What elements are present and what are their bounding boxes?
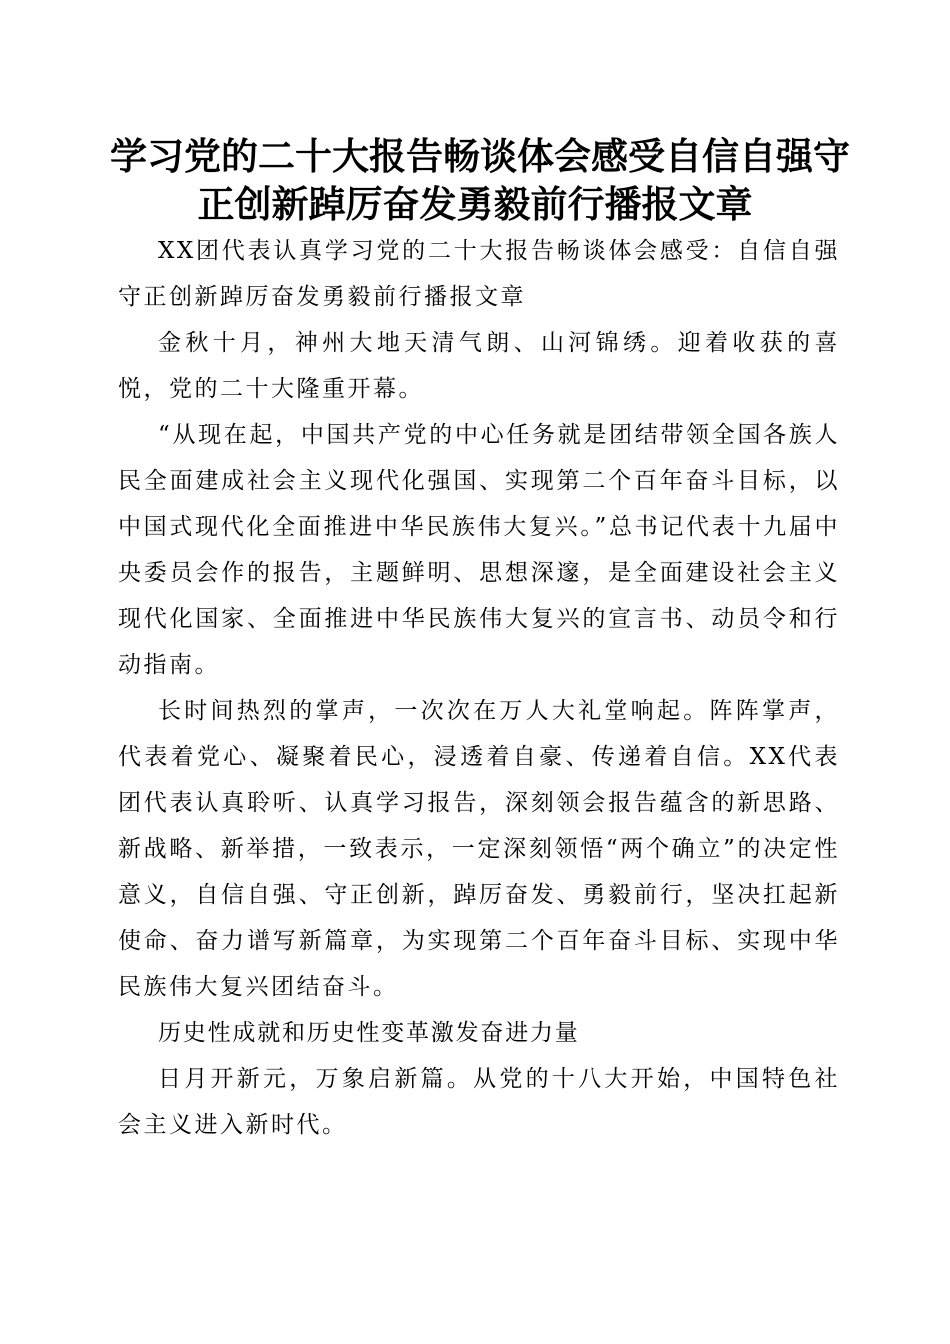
paragraph-intro: XX团代表认真学习党的二十大报告畅谈体会感受：自信自强守正创新踔厉奋发勇毅前行播报文章 <box>118 238 840 310</box>
paragraph-new-era: 日月开新元，万象启新篇。从党的十八大开始，中国特色社会主义进入新时代。 <box>118 1066 840 1138</box>
paragraph-applause: 长时间热烈的掌声，一次次在万人大礼堂响起。阵阵掌声，代表着党心、凝聚着民心，浸透着自豪、传递着自信。XX代表团代表认真聆听、认真学习报告，深刻领会报告蕴含的新思路、新战略、新举措，一致表示，一定深刻领悟“两个确立”的决定性意义，自信自强、守正创新，踔厉奋发、勇毅前行，坚决扛起新使命、奋力谱写新篇章，为实现第二个百年奋斗目标、实现中华民族伟大复兴团结奋斗。 <box>118 698 840 1000</box>
title-line-1: 学习党的二十大报告畅谈体会感受自信自强守 <box>110 134 850 178</box>
document-body <box>118 228 840 1148</box>
document-title <box>110 132 850 228</box>
paragraph-quote: “从现在起，中国共产党的中心任务就是团结带领全国各族人民全面建成社会主义现代化强国、实现第二个百年奋斗目标，以中国式现代化全面推进中华民族伟大复兴。”总书记代表十九届中央委员会作的报告，主题鲜明、思想深邃，是全面建设社会主义现代化国家、全面推进中华民族伟大复兴的宣言书、动员令和行动指南。 <box>118 422 840 678</box>
title-line-2: 正创新踔厉奋发勇毅前行播报文章 <box>197 182 753 226</box>
paragraph-opening: 金秋十月，神州大地天清气朗、山河锦绣。迎着收获的喜悦，党的二十大隆重开幕。 <box>118 330 840 402</box>
section-heading: 历史性成就和历史性变革激发奋进力量 <box>158 1020 580 1046</box>
